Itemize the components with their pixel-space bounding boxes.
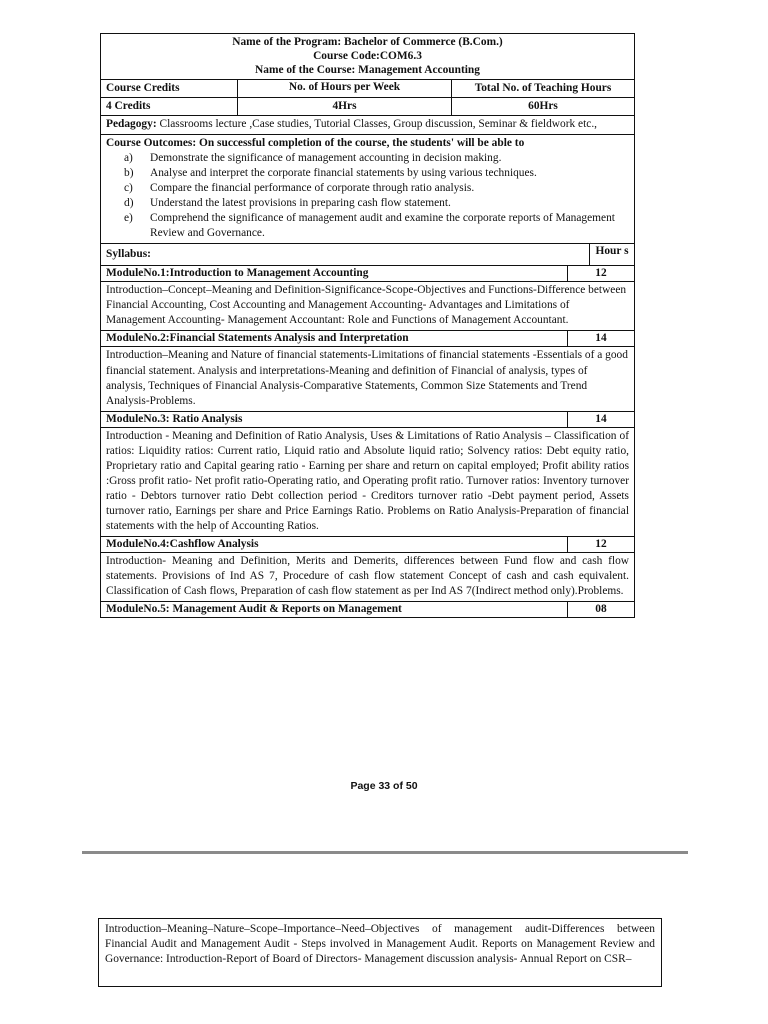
page-number: Page 33 of 50 [350,780,418,792]
hours-per-week-value: 4Hrs [238,98,452,115]
syllabus-header [101,244,634,266]
course-name: Name of the Course: Management Accounting [255,63,480,76]
hours-per-week-header: No. of Hours per Week [238,80,452,97]
pedagogy-text: Classrooms lecture ,Case studies, Tutorial Classes, Group discussion, Seminar & fieldwork etc., [156,117,598,130]
pedagogy-label: Pedagogy: [106,117,157,130]
credits-header: Course Credits [101,80,238,97]
module-5-title-row [101,602,634,617]
outcome-item: e) Comprehend the significance of management audit and examine the corporate reports of Management Review and Governance. [124,212,615,240]
outcome-item: c) Compare the financial performance of corporate through ratio analysis. [124,182,475,194]
module-4-title-row [101,537,634,553]
module-title: ModuleNo.4:Cashflow Analysis [101,537,568,552]
module-hours: 08 [595,603,607,616]
module-hours: 12 [595,267,607,280]
module-1-title-row [101,266,634,282]
credits-value: 4 Credits [101,98,238,115]
module-title: ModuleNo.1:Introduction to Management Accounting [101,266,568,281]
module-title: ModuleNo.3: Ratio Analysis [101,412,568,427]
outcome-item: d) Understand the latest provisions in preparing cash flow statement. [124,197,451,210]
module-4-content: Introduction- Meaning and Definition, Merits and Demerits, differences between Fund flow and cash flow statements. Provisions of Ind AS 7, Procedure of cash flow statement Concept of cash and cash equivalent. Classification of Cash flows, Preparation of cash flow statement as per Ind AS 7(Indirect method only).Problems. [101,553,634,602]
outcomes-list [106,151,629,241]
outcome-item: a) Demonstrate the significance of management accounting in decision making. [124,151,502,164]
total-hours-header: Total No. of Teaching Hours [474,81,612,94]
module-title: ModuleNo.2:Financial Statements Analysis and Interpretation [101,331,568,346]
credits-value-row [101,98,634,116]
module-2-content: Introduction–Meaning and Nature of financial statements-Limitations of financial statements -Essentials of a good financial statement. Analysis and interpretations-Meaning and definition of Financial of analysis, types of analysis, Techniques of Financial Analysis-Comparative Statements, Common Size Statements and Trend Analysis-Problems. [101,347,634,411]
total-hours-value: 60Hrs [528,99,558,112]
module-3-content: Introduction - Meaning and Definition of Ratio Analysis, Uses & Limitations of Ratio Analysis – Classification of ratios: Liquidity ratios: Current ratio, Liquid ratio and Absolute liquid ratio; Solvency ratios: Debt equity ratio, Proprietary ratio and Capital gearing ratio - Earning per share and return on capital employed; Profit ability ratios :Gross profit ratio- Net profit ratio-Operating ratio, and Operating profit ratio. Turnover ratios: Inventory turnover ratio - Debtors turnover ratio Debt collection period - Creditors turnover ratio -Debt payment period, Assets turnover ratio, Earnings per share and Price Earnings Ratio. Problems on Ratio Analysis-Preparation of financial statements with the help of Accounting Ratios. [101,428,634,537]
program-name: Name of the Program: Bachelor of Commerce (B.Com.) [232,36,503,48]
course-code: Course Code:COM6.3 [313,49,422,62]
pedagogy-section [101,116,634,135]
module-title: ModuleNo.5: Management Audit & Reports on Management [101,602,568,617]
course-header [101,34,634,80]
module-hours: 14 [595,332,607,345]
syllabus-label: Syllabus: [101,244,590,265]
module-2-title-row [101,331,634,347]
outcome-item: b) Analyse and interpret the corporate financial statements by using various techniques. [124,166,537,179]
outcomes-heading: Course Outcomes: On successful completion of the course, the students' will be able to [106,136,525,149]
module-5-content-continued: Introduction–Meaning–Nature–Scope–Importance–Need–Objectives of management audit-Differences between Financial Audit and Management Audit - Steps involved in Management Audit. Reports on Management Review and Governance: Introduction-Report of Board of Directors- Management discussion analysis- Annual Report on CSR– [98,918,662,987]
credits-header-row [101,80,634,98]
course-document-table [100,33,635,618]
page-divider [82,851,688,854]
module-hours: 12 [595,538,607,551]
module-1-content: Introduction–Concept–Meaning and Definition-Significance-Scope-Objectives and Functions-Difference between Financial Accounting, Cost Accounting and Management Accounting- Advantages and Limitations of Management Accounting- Management Accountant: Role and Functions of Management Accountant. [101,282,634,331]
course-outcomes-section [101,135,634,244]
hours-column-label: Hour s [595,245,629,258]
module-3-title-row [101,412,634,428]
module-hours: 14 [595,412,607,425]
